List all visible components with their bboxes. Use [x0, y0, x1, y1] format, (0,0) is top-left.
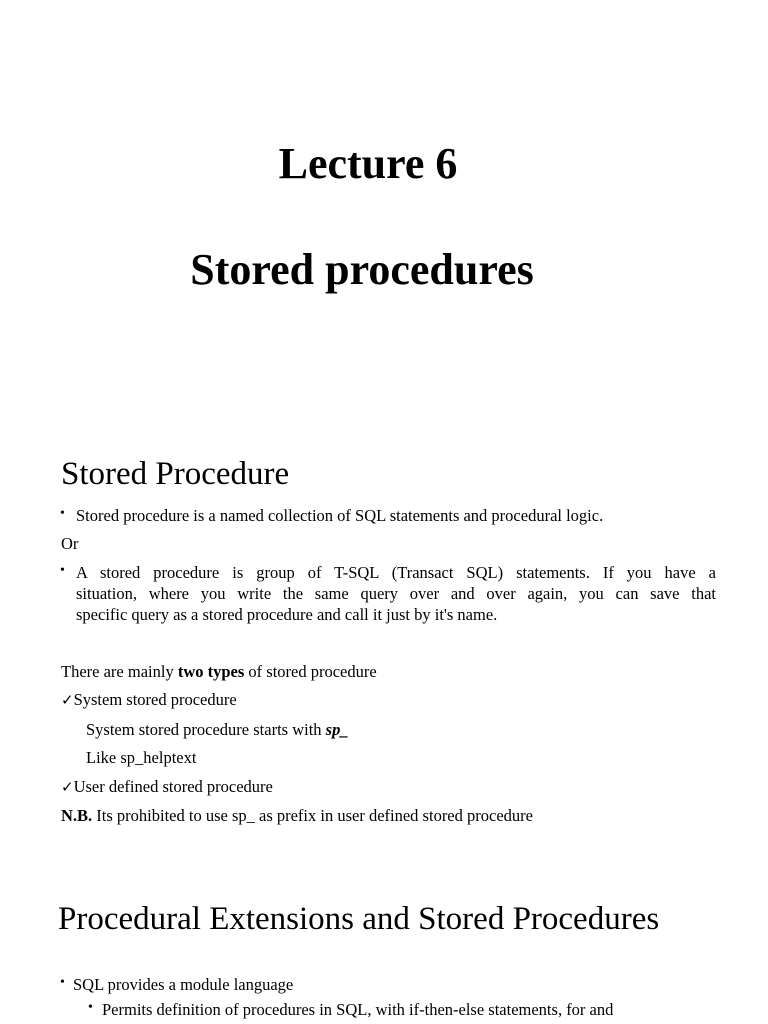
lecture-subtitle: Stored procedures [190, 245, 534, 294]
nb-note [61, 806, 533, 826]
bullet-dot: • [60, 506, 65, 521]
system-sp-note-text: System stored procedure starts with [86, 720, 326, 739]
bullet-dot: • [60, 563, 65, 578]
types-bold: two types [177, 662, 245, 681]
procedure-definition-sub-bullet: Permits definition of procedures in SQL, with if-then-else statements, for and [102, 1000, 614, 1019]
type-item-system [61, 690, 237, 710]
type-item-user-label: User defined stored procedure [73, 777, 273, 796]
nb-text: Its prohibited to use sp_ as prefix in user defined stored procedure [92, 806, 533, 825]
type-item-system-label: System stored procedure [73, 690, 237, 709]
sp-prefix-code: sp_ [325, 720, 349, 739]
system-sp-note [86, 720, 349, 740]
definition-bullet-2-line2: situation, where you write the same query over and over again, you can save that [76, 584, 716, 603]
system-sp-example: Like sp_helptext [86, 748, 197, 767]
bullet-dot: • [60, 975, 65, 990]
types-suffix: of stored procedure [244, 662, 377, 681]
check-icon: ✓ [61, 778, 74, 796]
types-prefix: There are mainly [61, 662, 178, 681]
section-heading-stored-procedure: Stored Procedure [61, 456, 290, 492]
section-heading-procedural-extensions: Procedural Extensions and Stored Procedures [58, 901, 660, 937]
sub-bullet-dot: • [88, 1000, 93, 1015]
types-intro [61, 662, 377, 682]
module-language-bullet: SQL provides a module language [73, 975, 294, 994]
definition-bullet-2-line1: A stored procedure is group of T-SQL (Transact SQL) statements. If you have a [76, 563, 716, 582]
lecture-title: Lecture 6 [278, 139, 458, 188]
type-item-user [61, 777, 273, 797]
definition-bullet-2-line3: specific query as a stored procedure and call it just by it's name. [76, 605, 498, 624]
nb-label: N.B. [61, 806, 93, 825]
or-text: Or [61, 534, 79, 553]
definition-bullet: Stored procedure is a named collection of SQL statements and procedural logic. [76, 506, 604, 525]
check-icon: ✓ [61, 691, 74, 709]
